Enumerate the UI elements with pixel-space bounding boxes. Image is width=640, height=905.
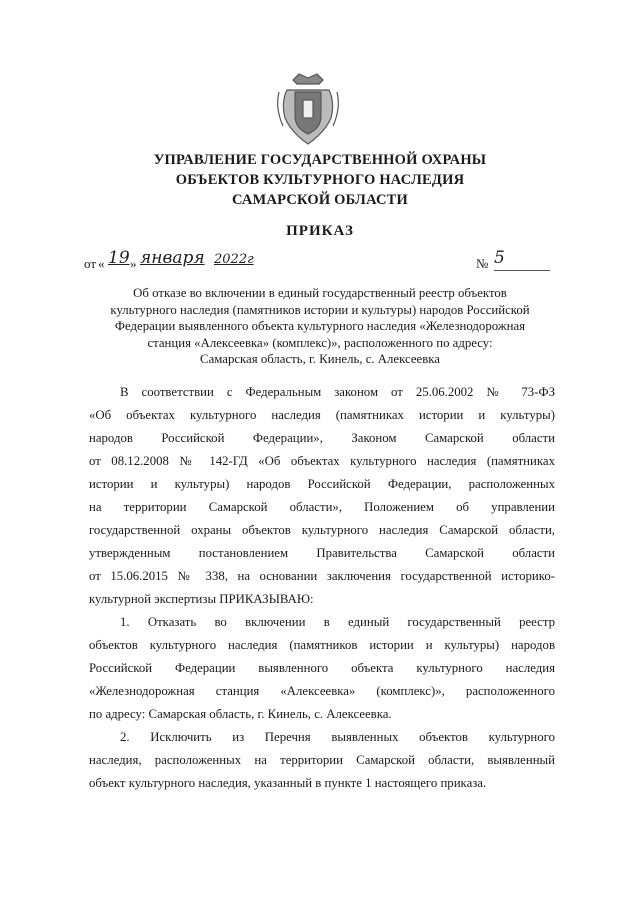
- body-line: истории и культуры) народов Российской Федерации, расположенных: [89, 477, 555, 491]
- body-line: от 08.12.2008 № 142-ГД «Об объектах культурного наследия (памятниках: [89, 454, 555, 468]
- clause-1-line: «Железнодорожная станция «Алексеевка» (комплекс)», расположенного: [89, 684, 555, 698]
- date-year: 2022г: [214, 252, 254, 267]
- clause-1-line: Российской Федерации выявленного объекта культурного наследия: [89, 661, 555, 675]
- order-number: 5: [494, 248, 505, 268]
- clause-1-line: 1. Отказать во включении в единый государственный реестр: [120, 615, 555, 629]
- date-month: января: [140, 248, 205, 268]
- authority-name-line-3: САМАРСКОЙ ОБЛАСТИ: [231, 192, 409, 208]
- body-line: народов Российской Федерации», Законом Самарской области: [89, 431, 555, 445]
- authority-name-line-2: ОБЪЕКТОВ КУЛЬТУРНОГО НАСЛЕДИЯ: [175, 172, 465, 188]
- order-number-underline: [494, 270, 550, 271]
- order-number-prefix: №: [476, 256, 489, 271]
- body-line: «Об объектах культурного наследия (памятниках истории и культуры): [89, 408, 555, 422]
- date-day: 19: [108, 248, 130, 268]
- subject-line-5: Самарская область, г. Кинель, с. Алексеевка: [200, 352, 440, 367]
- date-quote-close: »: [130, 256, 137, 271]
- date-quote-open: «: [98, 256, 105, 271]
- date-number-row: [84, 248, 554, 274]
- body-line: на территории Самарской области», Положением об управлении: [89, 500, 555, 514]
- subject-line-2: культурного наследия (памятников истории и культуры) народов Российской: [110, 302, 530, 317]
- coat-of-arms-icon: [273, 72, 343, 148]
- body-line: утвержденным постановлением Правительства Самарской области: [89, 546, 555, 560]
- body-line: от 15.06.2015 № 338, на основании заключения государственной историко-: [89, 569, 555, 583]
- body-line: государственной охраны объектов культурного наследия Самарской области,: [89, 523, 555, 537]
- body-line: В соответствии с Федеральным законом от 25.06.2002 № 73-ФЗ: [120, 385, 555, 399]
- authority-name-line-1: УПРАВЛЕНИЕ ГОСУДАРСТВЕННОЙ ОХРАНЫ: [153, 152, 487, 168]
- subject-line-1: Об отказе во включении в единый государственный реестр объектов: [133, 286, 507, 300]
- body-line: культурной экспертизы ПРИКАЗЫВАЮ:: [89, 592, 314, 606]
- clause-2-line: 2. Исключить из Перечня выявленных объектов культурного: [120, 730, 555, 744]
- document-type-title: ПРИКАЗ: [286, 223, 354, 239]
- subject-line-3: Федерации выявленного объекта культурного наследия «Железнодорожная: [114, 319, 526, 334]
- subject-line-4: станция «Алексеевка» (комплекс)», расположенного по адресу:: [147, 335, 493, 350]
- date-prefix: от: [84, 256, 97, 271]
- clause-1-line: объектов культурного наследия (памятников истории и культуры) народов: [89, 638, 555, 652]
- clause-2-line: наследия, расположенных на территории Самарской области, выявленный: [89, 753, 555, 767]
- clause-1-line: по адресу: Самарская область, г. Кинель, с. Алексеевка.: [89, 707, 392, 721]
- clause-2-line: объект культурного наследия, указанный в пункте 1 настоящего приказа.: [89, 776, 487, 790]
